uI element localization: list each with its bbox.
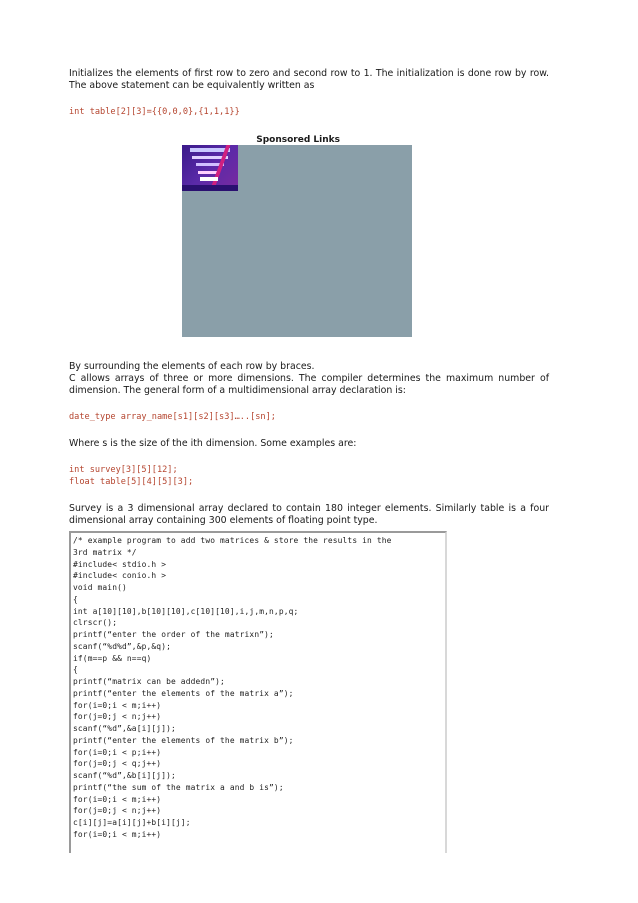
ad-thumbnail-image[interactable] bbox=[182, 145, 238, 191]
paragraph-examples-intro: Where s is the size of the ith dimension. Some examples are: bbox=[69, 438, 357, 449]
code-line: int a[10][10],b[10][10],c[10][10],i,j,m,n,p,q; bbox=[73, 606, 299, 616]
sponsored-links bbox=[182, 135, 412, 145]
code-line: printf(“enter the order of the matrixn”); bbox=[73, 630, 274, 639]
paragraph-initialization: Initializes the elements of first row to zero and second row to 1. The initialization is done row by row. The above statement can be equivalently written as bbox=[69, 68, 549, 91]
code-line: scanf(“%d”,&b[i][j]); bbox=[73, 771, 176, 780]
code-line: printf(“matrix can be addedn”); bbox=[73, 677, 225, 686]
code-line: printf(“enter the elements of the matrix a”); bbox=[73, 688, 294, 698]
code-line: void main() bbox=[73, 583, 127, 592]
code-line: for(i=0;i < m;i++) bbox=[73, 829, 162, 839]
code-survey-example: int survey[3][5][12]; bbox=[69, 465, 178, 475]
article-body-continued bbox=[69, 361, 549, 527]
code-line: for(i=0;i < m;i++) bbox=[73, 794, 162, 804]
code-line: { bbox=[73, 594, 78, 604]
code-line: printf(“enter the elements of the matrix b”); bbox=[73, 735, 294, 745]
code-table-example: float table[5][4][5][3]; bbox=[69, 477, 194, 487]
code-line: clrscr(); bbox=[73, 618, 118, 628]
ad-banner[interactable] bbox=[182, 145, 412, 337]
code-line: for(i=0;i < m;i++) bbox=[73, 700, 162, 710]
code-line: for(j=0;j < q;j++) bbox=[73, 759, 162, 769]
paragraph-braces: By surrounding the elements of each row by braces. bbox=[69, 361, 315, 372]
code-line: #include< conio.h > bbox=[73, 571, 167, 581]
code-line: for(i=0;i < p;i++) bbox=[73, 747, 162, 757]
code-line: if(m==p && n==q) bbox=[73, 653, 152, 663]
code-listing bbox=[73, 535, 445, 841]
paragraph-survey-explanation: Survey is a 3 dimensional array declared to contain 180 integer elements. Similarly table is a four dimensional array containing 300 elements of floating point type. bbox=[69, 503, 549, 526]
code-line: c[i][j]=a[i][j]+b[i][j]; bbox=[73, 818, 191, 827]
code-line: /* example program to add two matrices & store the results in the bbox=[73, 536, 392, 545]
code-line: #include< stdio.h > bbox=[73, 559, 167, 569]
code-listing-box[interactable] bbox=[69, 531, 447, 853]
paragraph-multidimensional: C allows arrays of three or more dimensions. The compiler determines the maximum number of dimension. The general form of a multidimensional array declaration is: bbox=[69, 373, 549, 396]
article-body bbox=[69, 64, 549, 118]
code-line: printf(“the sum of the matrix a and b is”); bbox=[73, 782, 284, 792]
code-line: for(j=0;j < n;j++) bbox=[73, 712, 162, 722]
code-line: scanf(“%d”,&a[i][j]); bbox=[73, 724, 176, 733]
code-table-init: int table[2][3]={{0,0,0},{1,1,1}} bbox=[69, 107, 240, 117]
code-line: 3rd matrix */ bbox=[73, 547, 137, 557]
code-line: scanf(“%d%d”,&p,&q); bbox=[73, 641, 172, 651]
code-line: { bbox=[73, 665, 78, 675]
sponsored-links-title: Sponsored Links bbox=[256, 135, 340, 145]
code-line: for(j=0;j < n;j++) bbox=[73, 806, 162, 816]
code-general-form: date_type array_name[s1][s2][s3]…..[sn]; bbox=[69, 412, 276, 422]
